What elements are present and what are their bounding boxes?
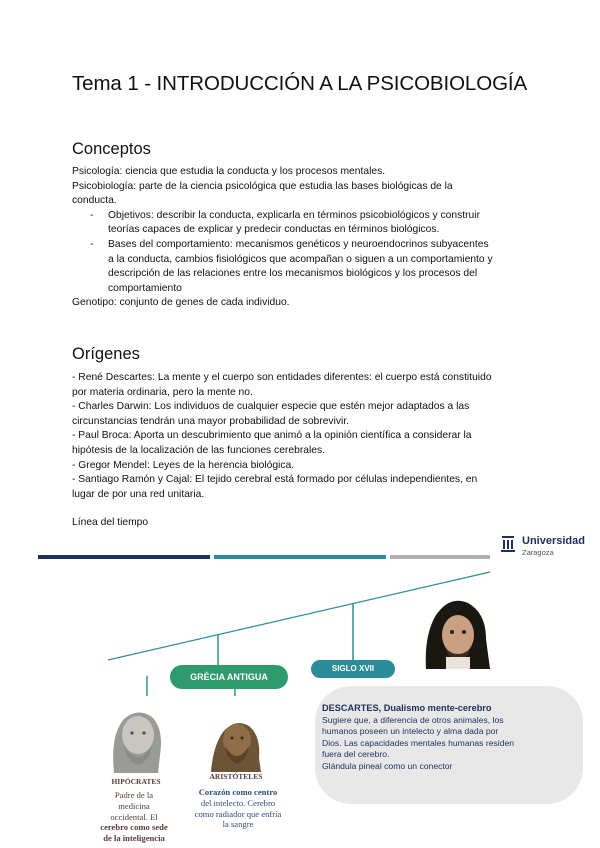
psicologia-definition: Psicología: ciencia que estudia la conducta y los procesos mentales. (72, 166, 386, 177)
origenes-line: - Santiago Ramón y Cajal: El tejido cerebral está formado por células independientes, en (72, 474, 478, 486)
header-bar-teal (214, 555, 386, 559)
hipocrates-caption-line: occidental. El (110, 811, 158, 822)
aristoteles-caption-line: como radiador que enfría (194, 808, 282, 819)
hipocrates-caption-line: cerebro como sede (100, 822, 168, 833)
section-heading-origenes: Orígenes (72, 345, 140, 363)
header-bar-navy (38, 555, 210, 559)
aristoteles-bust-portrait (205, 712, 267, 772)
origenes-line: lugar de por una red unitaria. (72, 488, 205, 500)
bullet-line: descripción de las relaciones entre los mecanismos biológicos y los procesos del (108, 268, 478, 280)
origenes-line: - Gregor Mendel: Leyes de la herencia biológica. (72, 459, 295, 471)
descartes-info-text (322, 703, 572, 773)
bullet-dash: - (90, 238, 94, 250)
hipocrates-bust-portrait (104, 705, 168, 773)
timeline-caption: Línea del tiempo (72, 517, 149, 528)
bullet-line: teorías capaces de explicar y predecir conductas en términos biológicos. (108, 224, 440, 236)
bullet-line: Bases del comportamiento: mecanismos genéticos y neuroendocrinos subyacentes (108, 238, 489, 250)
descartes-info-line: Sugiere que, a diferencia de otros animales, los (322, 714, 504, 725)
conceptos-body (72, 165, 512, 311)
genotipo-definition: Genotipo: conjunto de genes de cada individuo. (72, 297, 290, 309)
timeline-lines (0, 560, 600, 700)
bullet-objetivos (72, 209, 512, 238)
psicobiologia-definition-line1: Psicobiología: parte de la ciencia psicológica que estudia las bases biológicas de la (72, 180, 453, 192)
origenes-line: circunstancias tendrán una mayor probabilidad de sobrevivir. (72, 415, 350, 427)
section-heading-conceptos: Conceptos (72, 140, 151, 158)
descartes-info-line: Glándula pineal como un conector (322, 760, 453, 771)
origenes-line: hipótesis de la localización de las funciones cerebrales. (72, 444, 325, 456)
origenes-line: - Charles Darwin: Los individuos de cualquier especie que estén mejor adaptados a las (72, 401, 470, 413)
hipocrates-name: HIPÓCRATES (111, 777, 161, 786)
hipocrates-caption-line: de la inteligencia (103, 833, 165, 844)
origenes-line: - Paul Broca: Aporta un descubrimiento que animó a la opinión científica a considerar la (72, 430, 472, 442)
era-pill-grecia-antigua: GRÈCIA ANTIGUA (170, 665, 288, 689)
aristoteles-caption-line: Corazón como centro (198, 787, 278, 797)
aristoteles-caption-line: la sangre (222, 819, 254, 830)
bullet-line: comportamiento (108, 282, 182, 294)
university-logo-name: Universidad (522, 535, 585, 547)
descartes-info-line: Dios. Las capacidades mentales humanas residen (322, 737, 515, 748)
origenes-line: - René Descartes: La mente y el cuerpo son entidades diferentes: el cuerpo está constituido (72, 372, 492, 383)
hipocrates-caption (92, 790, 176, 844)
hipocrates-caption-line: medicina (118, 800, 150, 811)
origenes-line: por materia ordinaria, pero la mente no. (72, 386, 253, 398)
aristoteles-name: ARISTÓTELES (209, 772, 263, 781)
psicobiologia-definition-line2: conducta. (72, 195, 117, 207)
hipocrates-caption-line: Padre de la (114, 790, 154, 800)
descartes-info-line: humanos poseen un intelecto y alma dada por (322, 726, 499, 737)
conceptos-bullet-list (72, 209, 512, 297)
bullet-line: a la conducta, cambios fisiológicos que acompañan o siguen a un comportamiento y (108, 253, 493, 265)
descartes-portrait (420, 595, 492, 669)
bullet-line: Objetivos: describir la conducta, explicarla en términos psicobiológicos y construir (108, 209, 481, 221)
bullet-bases-comportamiento (72, 238, 512, 296)
page-title: Tema 1 - INTRODUCCIÓN A LA PSICOBIOLOGÍA (72, 72, 528, 95)
bullet-dash: - (90, 209, 94, 221)
origenes-body (72, 371, 532, 502)
descartes-info-title: DESCARTES, Dualismo mente-cerebro (322, 703, 492, 713)
descartes-info-line: fuera del cerebro. (322, 749, 390, 760)
university-logo-icon (501, 535, 515, 553)
university-logo-city: Zaragoza (522, 548, 554, 557)
aristoteles-caption (188, 787, 288, 830)
aristoteles-caption-line: del intelecto. Cerebro (200, 797, 276, 808)
header-bar-grey (390, 555, 490, 559)
era-pill-siglo-xvii: SIGLO XVII (311, 660, 395, 678)
